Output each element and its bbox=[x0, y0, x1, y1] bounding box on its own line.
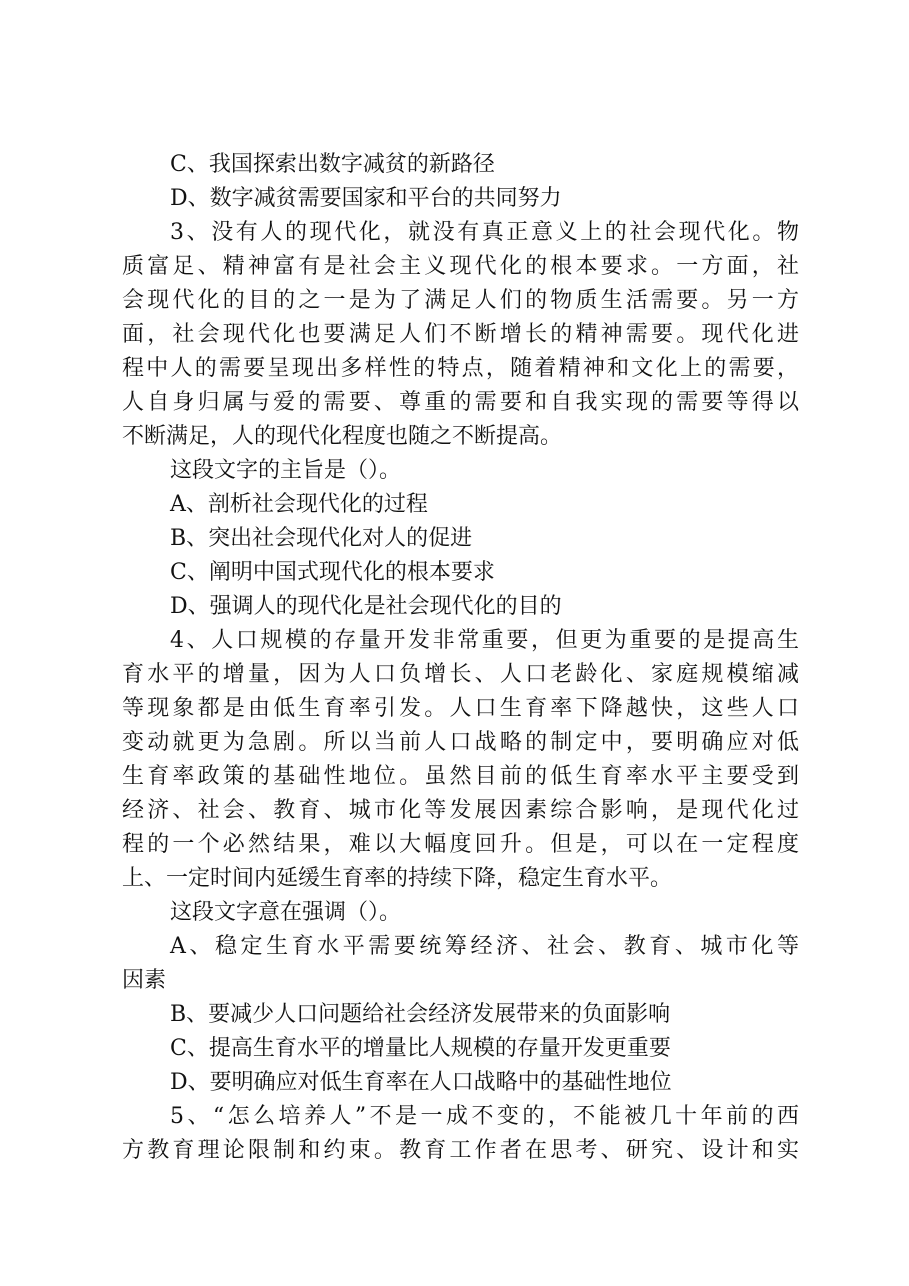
option-c-q4: C、提高生育水平的增量比人规模的存量开发更重要 bbox=[170, 1036, 671, 1061]
option-d-q3: D、强调人的现代化是社会现代化的目的 bbox=[170, 594, 562, 619]
option-b-q3: B、突出社会现代化对人的促进 bbox=[170, 526, 473, 551]
document-body bbox=[122, 148, 799, 1168]
option-c-q2: C、我国探索出数字减贫的新路径 bbox=[170, 152, 495, 177]
option-c-q3: C、阐明中国式现代化的根本要求 bbox=[170, 560, 495, 585]
question-3-line-1: 3、没有人的现代化，就没有真正意义上的社会现代化。物 bbox=[170, 220, 799, 245]
question-5-line-2: 方教育理论限制和约束。教育工作者在思考、研究、设计和实 bbox=[122, 1138, 799, 1163]
question-3-line-5: 程中人的需要呈现出多样性的特点，随着精神和文化上的需要， bbox=[122, 356, 799, 381]
question-4-line-7: 程的一个必然结果，难以大幅度回升。但是，可以在一定程度 bbox=[122, 832, 799, 857]
question-4-line-5: 生育率政策的基础性地位。虽然目前的低生育率水平主要受到 bbox=[122, 764, 799, 789]
question-3-prompt: 这段文字的主旨是（）。 bbox=[170, 458, 402, 483]
option-d-q2: D、数字减贫需要国家和平台的共同努力 bbox=[170, 186, 562, 211]
question-3-line-7: 不断满足，人的现代化程度也随之不断提高。 bbox=[122, 424, 563, 449]
option-a-q4-line-1: A、稳定生育水平需要统筹经济、社会、教育、城市化等 bbox=[170, 934, 799, 959]
question-4-line-4: 变动就更为急剧。所以当前人口战略的制定中，要明确应对低 bbox=[122, 730, 799, 755]
question-4-line-1: 4、人口规模的存量开发非常重要，但更为重要的是提高生 bbox=[170, 628, 799, 653]
question-3-line-2: 质富足、精神富有是社会主义现代化的根本要求。一方面，社 bbox=[122, 254, 799, 279]
option-a-q4-line-2: 因素 bbox=[122, 968, 167, 993]
option-b-q4: B、要减少人口问题给社会经济发展带来的负面影响 bbox=[170, 1002, 671, 1027]
option-d-q4: D、要明确应对低生育率在人口战略中的基础性地位 bbox=[170, 1070, 672, 1095]
question-3-line-3: 会现代化的目的之一是为了满足人们的物质生活需要。另一方 bbox=[122, 288, 799, 313]
question-4-line-6: 经济、社会、教育、城市化等发展因素综合影响，是现代化过 bbox=[122, 798, 799, 823]
question-4-line-8: 上、一定时间内延缓生育率的持续下降，稳定生育水平。 bbox=[122, 866, 673, 891]
question-4-line-2: 育水平的增量，因为人口负增长、人口老龄化、家庭规模缩减 bbox=[122, 662, 799, 687]
question-4-prompt: 这段文字意在强调（）。 bbox=[170, 900, 402, 925]
question-3-line-4: 面，社会现代化也要满足人们不断增长的精神需要。现代化进 bbox=[122, 322, 799, 347]
question-3-line-6: 人自身归属与爱的需要、尊重的需要和自我实现的需要等得以 bbox=[122, 390, 799, 415]
question-4-line-3: 等现象都是由低生育率引发。人口生育率下降越快，这些人口 bbox=[122, 696, 799, 721]
option-a-q3: A、剖析社会现代化的过程 bbox=[170, 492, 428, 517]
question-5-line-1: 5、“怎么培养人”不是一成不变的，不能被几十年前的西 bbox=[170, 1104, 799, 1129]
